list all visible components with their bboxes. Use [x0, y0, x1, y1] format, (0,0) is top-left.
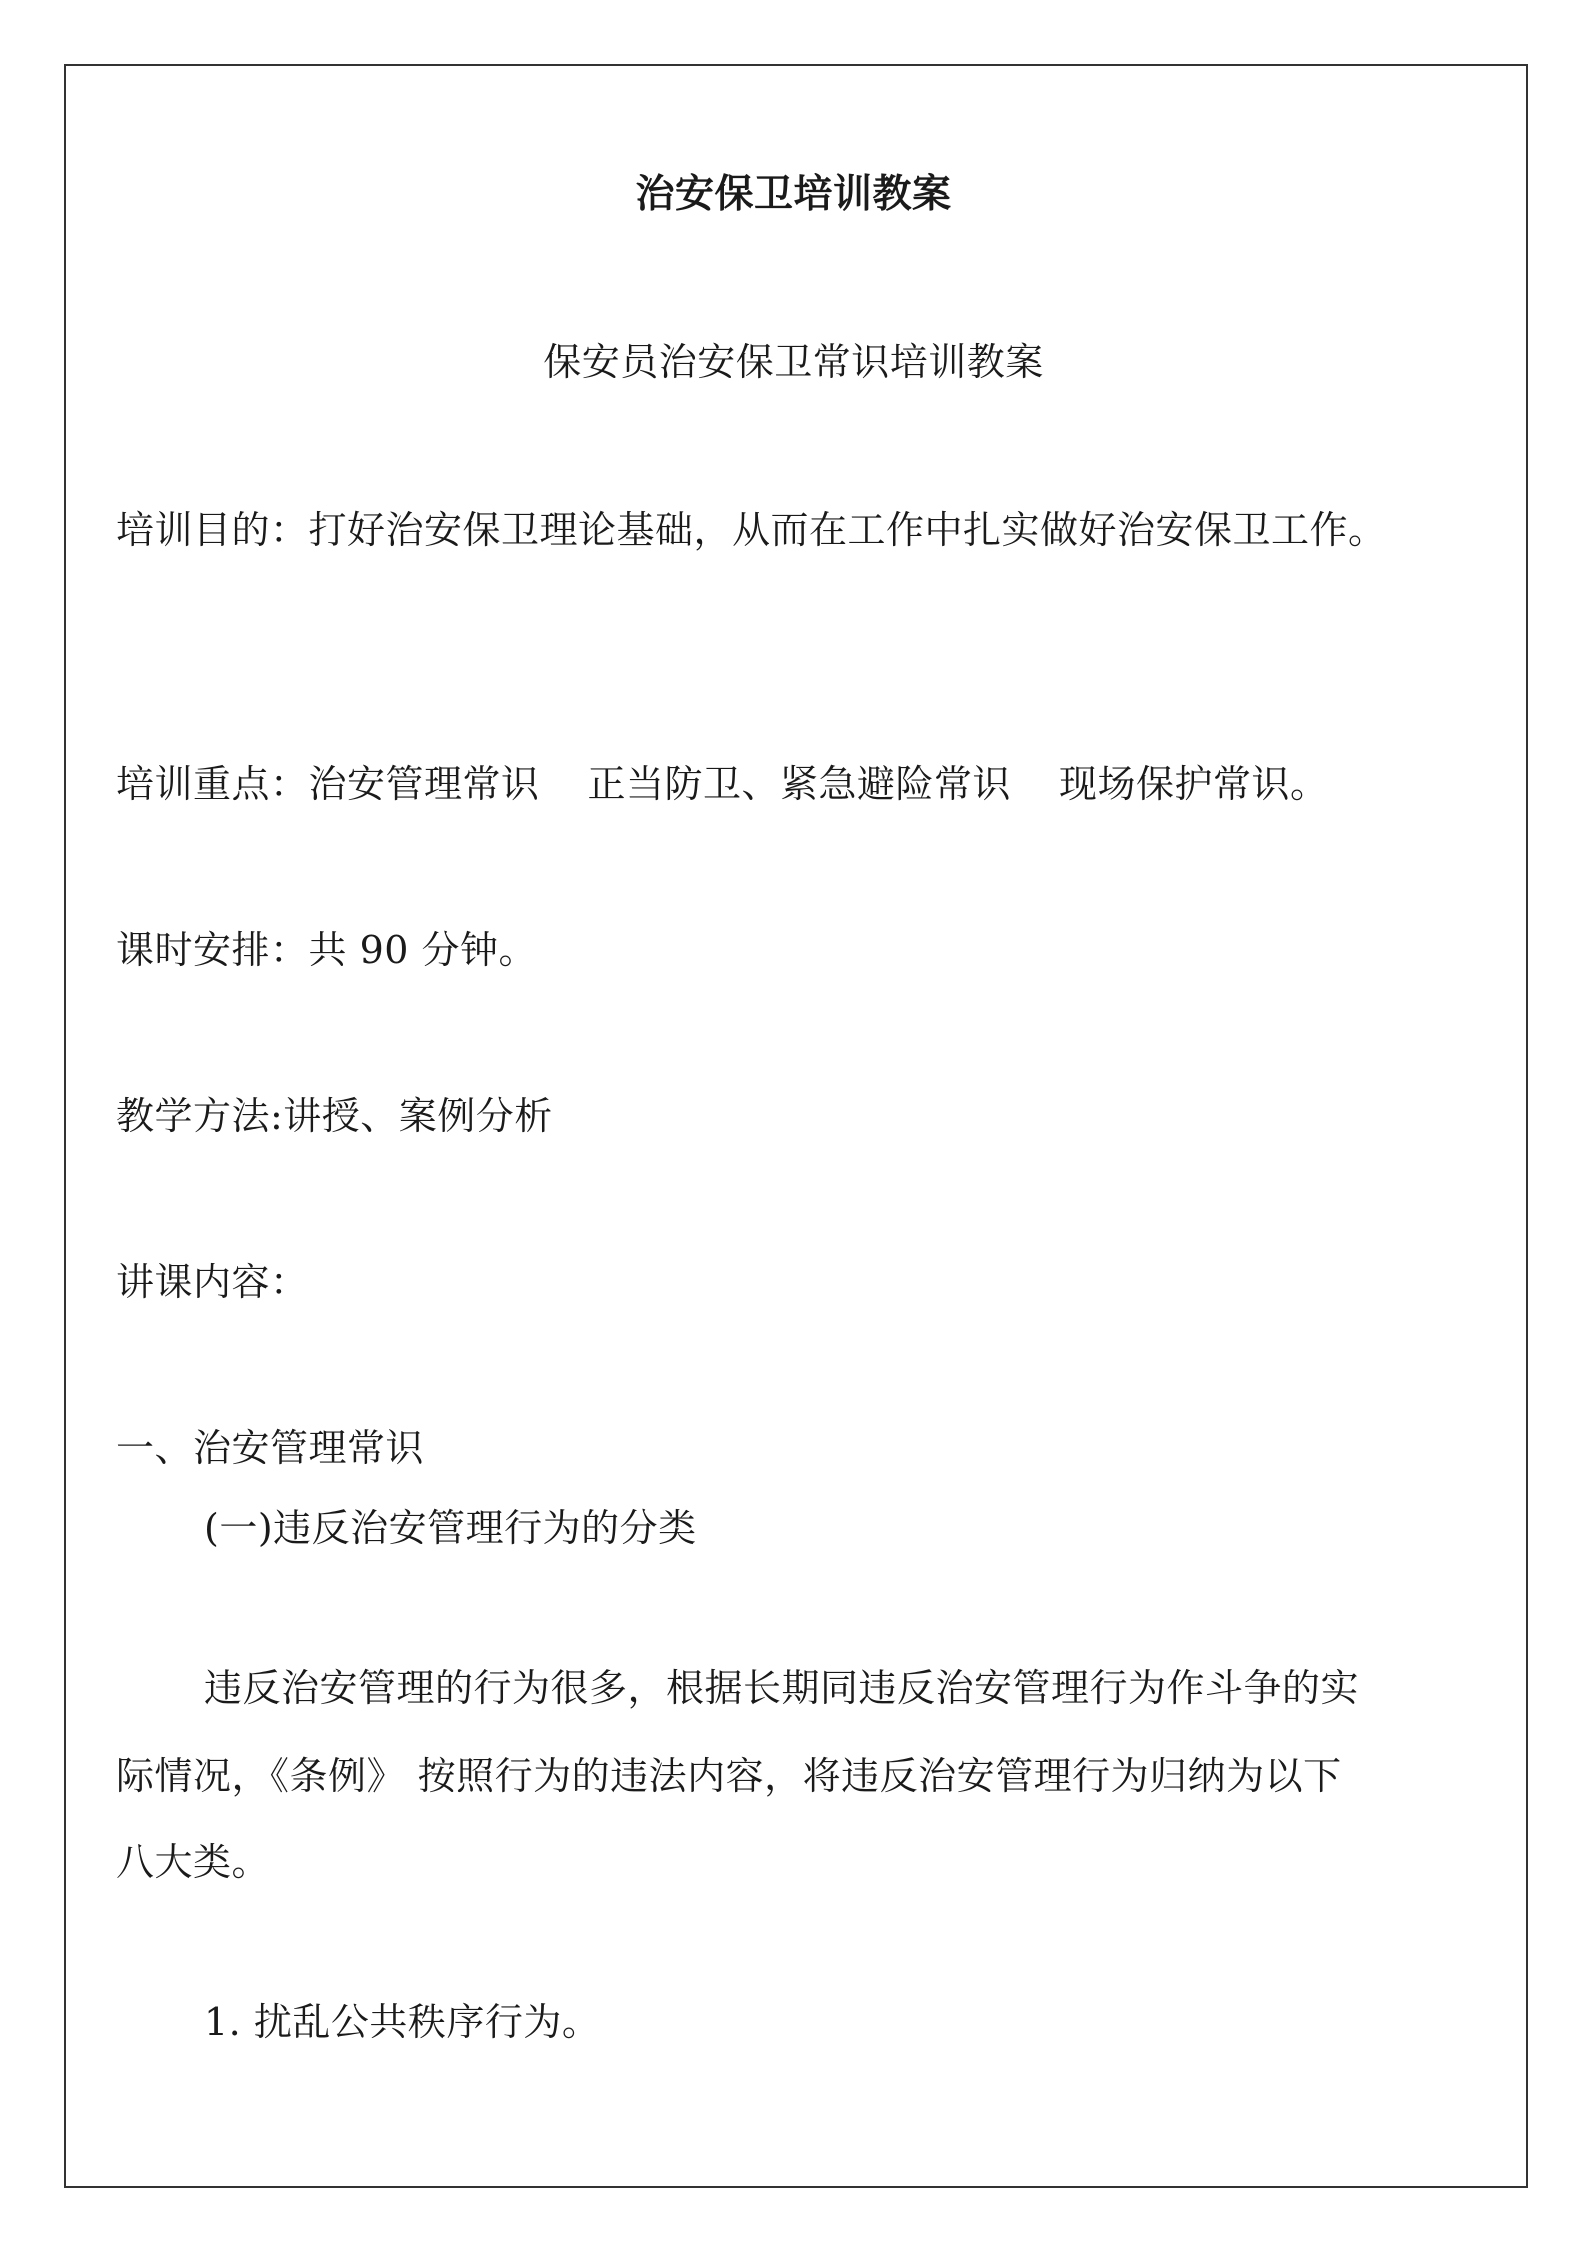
training-focus-item: 治安管理常识: [308, 762, 540, 806]
paragraph-line: 八大类。: [116, 1840, 271, 1884]
document-subtitle: 保安员治安保卫常识培训教案: [543, 340, 1044, 384]
subsection-heading: (一)违反治安管理行为的分类: [204, 1506, 697, 1550]
teaching-method: 教学方法:讲授、案例分析: [116, 1094, 553, 1138]
list-item: 1. 扰乱公共秩序行为。: [204, 2000, 601, 2044]
training-purpose: 培训目的：打好治安保卫理论基础，从而在工作中扎实做好治安保卫工作。: [116, 508, 1387, 552]
training-focus-item: 正当防卫、紧急避险常识: [587, 762, 1012, 806]
course-schedule: 课时安排：共 90 分钟。: [116, 928, 538, 972]
training-focus-label: 培训重点：: [116, 762, 309, 806]
paragraph-line: 际情况，《条例》 按照行为的违法内容，将违反治安管理行为归纳为以下: [116, 1754, 1342, 1798]
paragraph-line: 违反治安管理的行为很多，根据长期同违反治安管理行为作斗争的实: [204, 1666, 1360, 1710]
training-focus-item: 现场保护常识。: [1059, 762, 1329, 806]
training-focus: [116, 760, 1329, 808]
lecture-content-label: 讲课内容：: [116, 1260, 309, 1304]
section-heading: 一、治安管理常识: [116, 1426, 425, 1470]
document-title: 治安保卫培训教案: [635, 171, 952, 217]
